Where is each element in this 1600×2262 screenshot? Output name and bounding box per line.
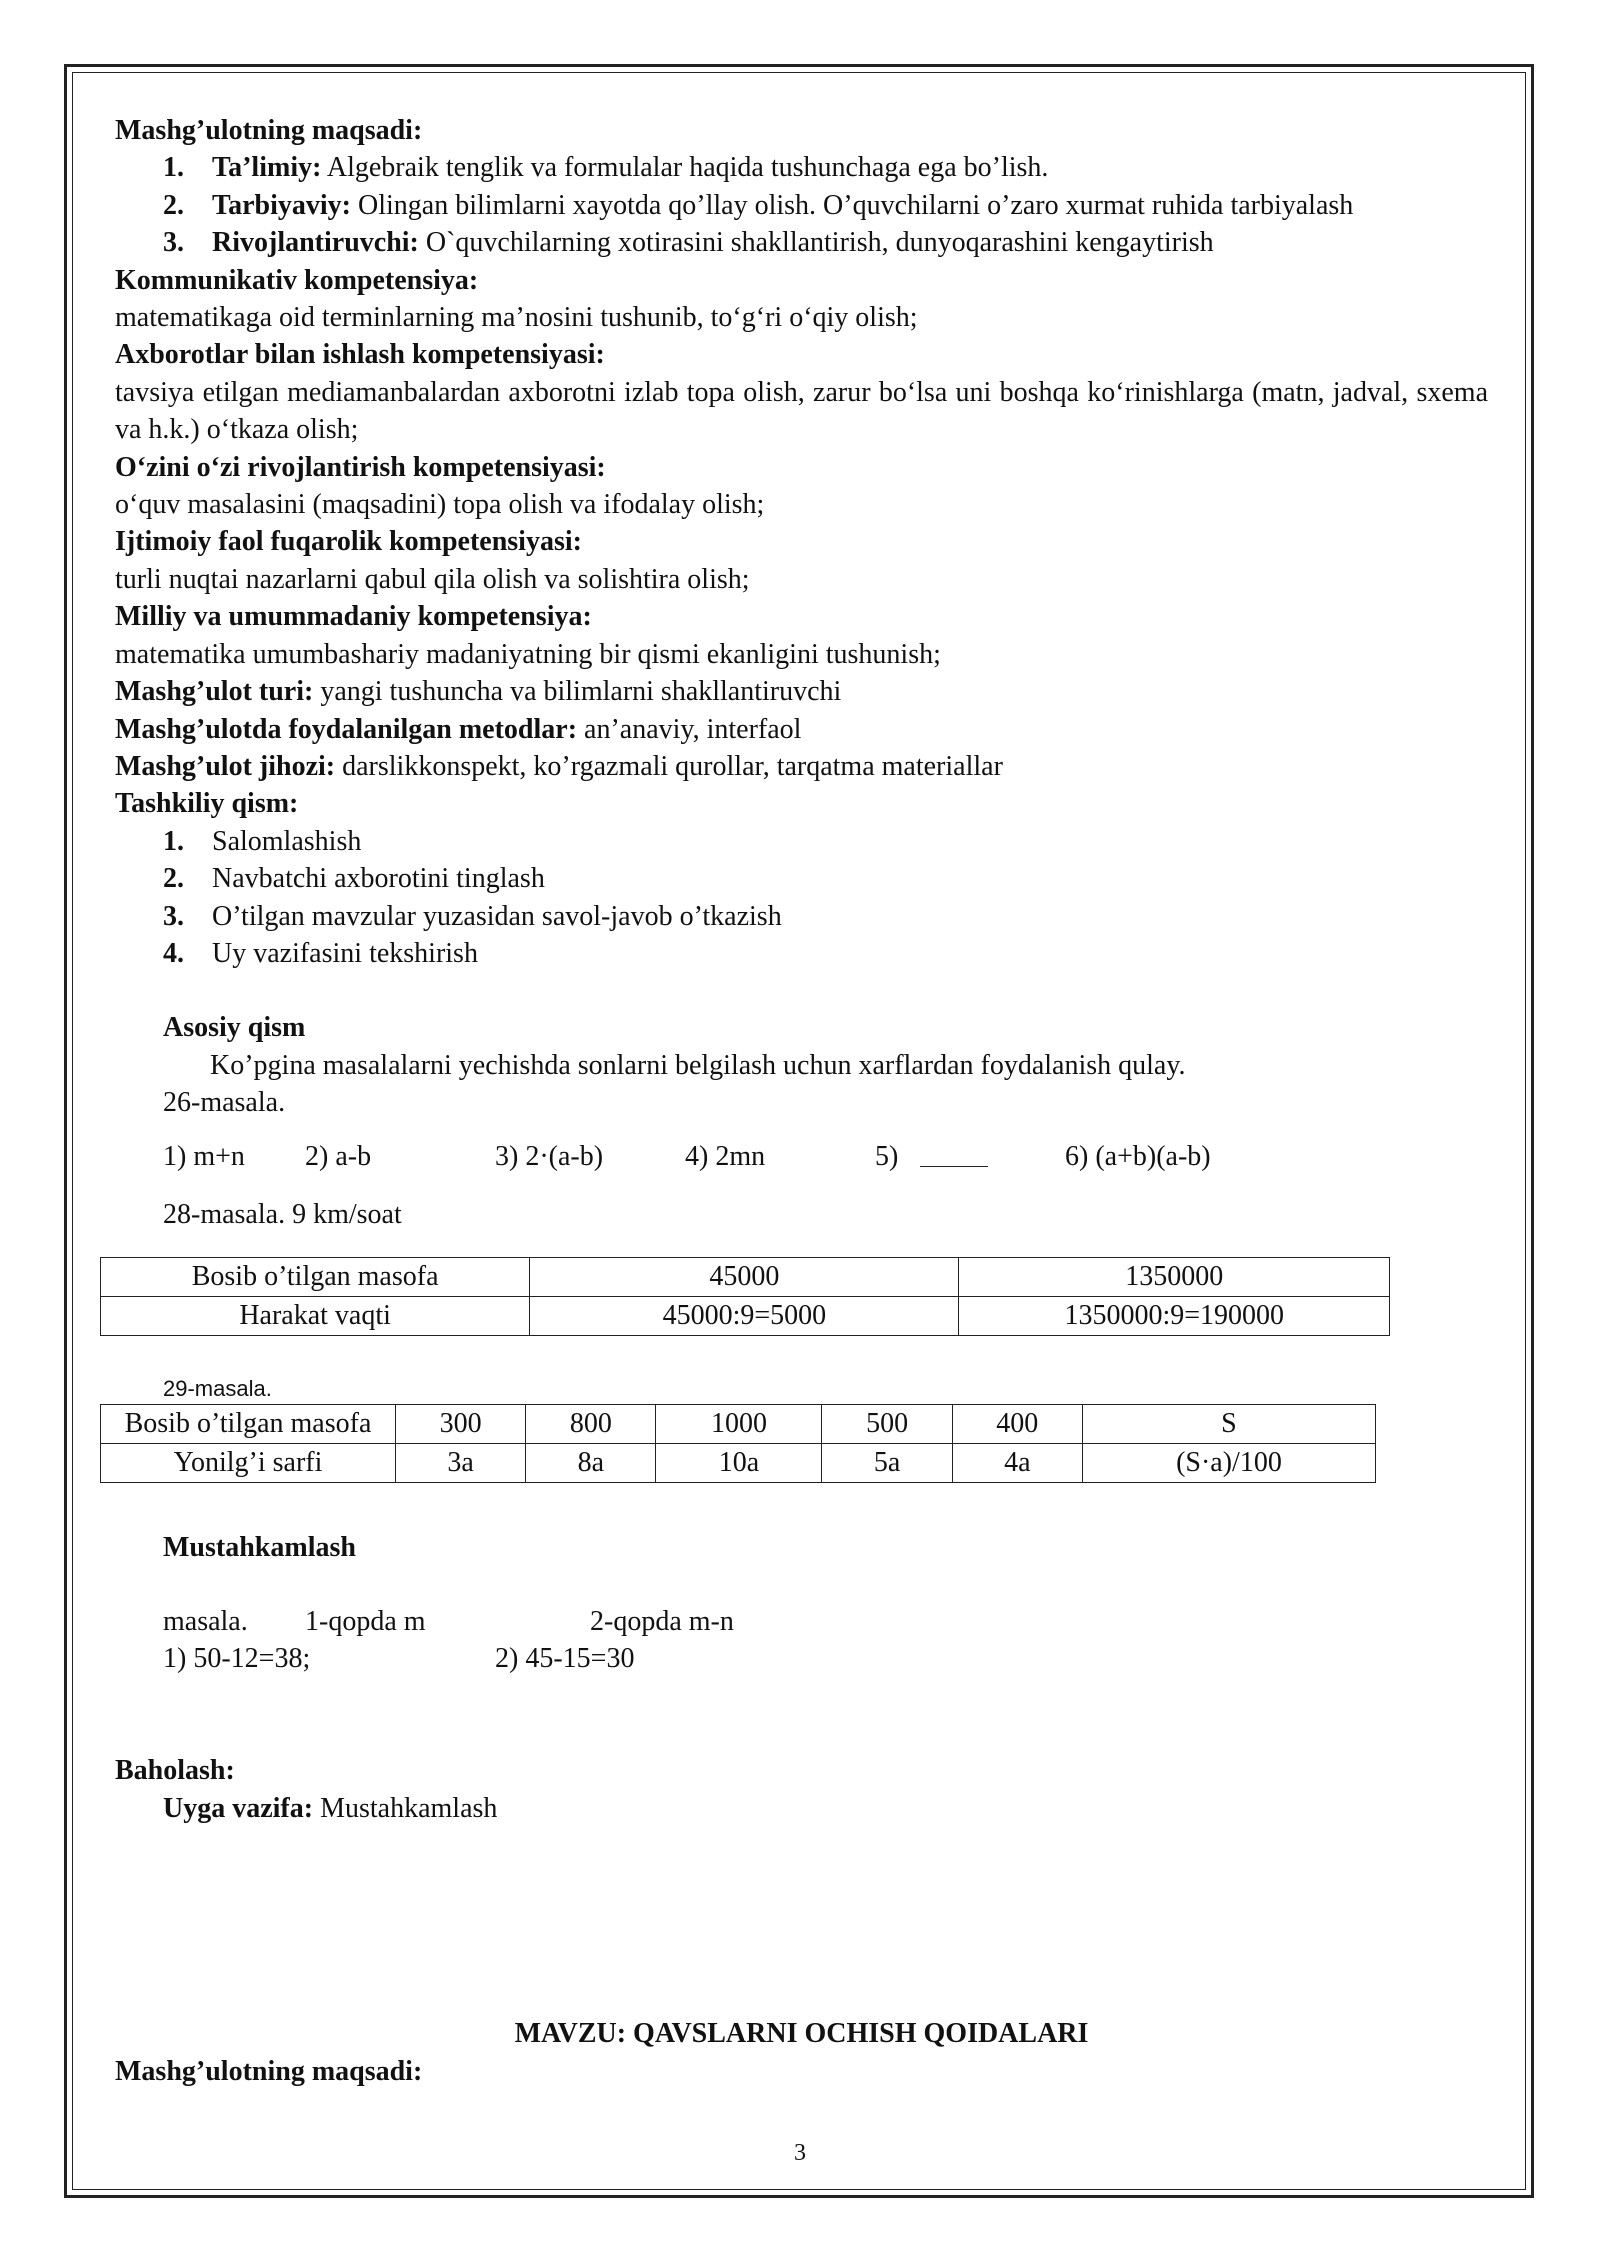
maqsad-heading: Mashg’ulotning maqsadi:	[115, 115, 423, 146]
tashkiliy-item: 1. Salomlashish	[163, 825, 362, 857]
table-cell: S	[1082, 1404, 1375, 1443]
expression: 4) 2mn	[685, 1140, 766, 1172]
expression: 5)	[875, 1140, 899, 1172]
mustahkamlash-heading: Mustahkamlash	[163, 1531, 356, 1563]
competency-text: matematika umumbashariy madaniyatning bir qismi ekanligini tushunish;	[115, 638, 941, 670]
table-cell: 8a	[526, 1443, 656, 1482]
tashkiliy-heading: Tashkiliy qism:	[115, 788, 299, 820]
info-line: Mashg’ulot turi: yangi tushuncha va bilimlarni shakllantiruvchi	[115, 676, 842, 708]
tashkiliy-item: 2. Navbatchi axborotini tinglash	[163, 863, 545, 895]
maqsad-heading-2: Mashg’ulotning maqsadi:	[115, 2055, 423, 2087]
table-cell: 3a	[396, 1443, 526, 1482]
competency-text: tavsiya etilgan mediamanbalardan axborotni izlab topa olish, zarur bo‘lsa uni boshqa ko‘rinishlarga (matn, jadval, sxema va h.k.) o‘tkaza olish;	[115, 376, 1488, 446]
tashkiliy-item: 3. O’tilgan mavzular yuzasidan savol-javob o’tkazish	[163, 900, 782, 932]
table-29	[100, 1404, 1376, 1483]
baholash-heading: Baholash:	[115, 1755, 235, 1787]
table-cell: 10a	[656, 1443, 822, 1482]
tashkiliy-item: 4. Uy vazifasini tekshirish	[163, 937, 478, 969]
expression: 2) a-b	[305, 1140, 372, 1172]
row-text: 1-qopda m	[305, 1606, 426, 1638]
mustahkamlash-row	[115, 1603, 1488, 1640]
info-line: Mashg’ulotda foydalanilgan metodlar: an’anaviy, interfaol	[115, 713, 802, 745]
expression: 3) 2·(a-b)	[495, 1140, 604, 1172]
page-number: 3	[794, 2140, 806, 2166]
table-cell: 1350000:9=190000	[959, 1296, 1390, 1335]
table-row	[101, 1443, 1376, 1482]
masala-28-label: 28-masala. 9 km/soat	[163, 1198, 402, 1230]
goals-list	[115, 149, 1488, 261]
competency-heading: Milliy va umummadaniy kompetensiya:	[115, 601, 592, 633]
table-cell: 45000:9=5000	[530, 1296, 959, 1335]
row-text: masala.	[163, 1606, 248, 1638]
fraction-bar	[920, 1166, 988, 1167]
table-row	[101, 1296, 1390, 1335]
masala-26-expressions	[115, 1130, 1488, 1186]
table-cell: 300	[396, 1404, 526, 1443]
document-body	[115, 112, 1488, 2090]
competency-text: o‘quv masalasini (maqsadini) topa olish va ifodalay olish;	[115, 489, 765, 521]
table-row	[101, 1257, 1390, 1296]
competency-heading: Ijtimoiy faol fuqarolik kompetensiyasi:	[115, 526, 582, 558]
goal-item: 3. Rivojlantiruvchi: O`quvchilarning xotirasini shakllantirish, dunyoqarashini kengaytirish	[163, 227, 1214, 259]
table-cell: 400	[952, 1404, 1082, 1443]
tashkiliy-list	[115, 823, 1488, 973]
masala-26-label: 26-masala.	[163, 1087, 286, 1119]
table-cell: 4a	[952, 1443, 1082, 1482]
table-cell: Bosib o’tilgan masofa	[101, 1257, 530, 1296]
table-cell: 45000	[530, 1257, 959, 1296]
expression: 6) (a+b)(a-b)	[1065, 1140, 1211, 1172]
competency-heading: O‘zini o‘zi rivojlantirish kompetensiyasi:	[115, 451, 606, 483]
row-text: 2-qopda m-n	[590, 1606, 734, 1638]
row-text: 1) 50-12=38;	[163, 1643, 311, 1675]
table-cell: 1350000	[959, 1257, 1390, 1296]
asosiy-heading: Asosiy qism	[163, 1012, 306, 1044]
table-cell: 5a	[822, 1443, 952, 1482]
table-cell: Yonilg’i sarfi	[101, 1443, 396, 1482]
table-cell: 1000	[656, 1404, 822, 1443]
competency-text: matematikaga oid terminlarning ma’nosini tushunib, to‘g‘ri o‘qiy olish;	[115, 302, 918, 334]
goal-item: 1. Ta’limiy: Algebraik tenglik va formulalar haqida tushunchaga ega bo’lish.	[163, 152, 1049, 184]
table-28	[100, 1257, 1390, 1336]
competency-heading: Kommunikativ kompetensiya:	[115, 264, 479, 296]
masala-29-label: 29-masala.	[163, 1375, 272, 1401]
table-cell: Bosib o’tilgan masofa	[101, 1404, 396, 1443]
expression: 1) m+n	[163, 1140, 245, 1172]
table-cell: (S·a)/100	[1082, 1443, 1375, 1482]
uyga-vazifa: Uyga vazifa: Mustahkamlash	[163, 1792, 498, 1824]
goal-item: 2. Tarbiyaviy: Olingan bilimlarni xayotda qo’llay olish. O’quvchilarni o’zaro xurmat ruhida tarbiyalash	[163, 189, 1354, 221]
mavzu-title: MAVZU: QAVSLARNI OCHISH QOIDALARI	[514, 2018, 1089, 2050]
table-cell: Harakat vaqti	[101, 1296, 530, 1335]
asosiy-text: Ko’pgina masalalarni yechishda sonlarni belgilash uchun xarflardan foydalanish qulay.	[210, 1049, 1186, 1081]
table-cell: 500	[822, 1404, 952, 1443]
mustahkamlash-row	[115, 1640, 1488, 1677]
table-cell: 800	[526, 1404, 656, 1443]
table-row	[101, 1404, 1376, 1443]
competency-heading: Axborotlar bilan ishlash kompetensiyasi:	[115, 339, 605, 371]
row-text: 2) 45-15=30	[495, 1643, 635, 1675]
competency-text: turli nuqtai nazarlarni qabul qila olish va solishtira olish;	[115, 563, 750, 595]
info-line: Mashg’ulot jihozi: darslikkonspekt, ko’rgazmali qurollar, tarqatma materiallar	[115, 750, 1003, 782]
